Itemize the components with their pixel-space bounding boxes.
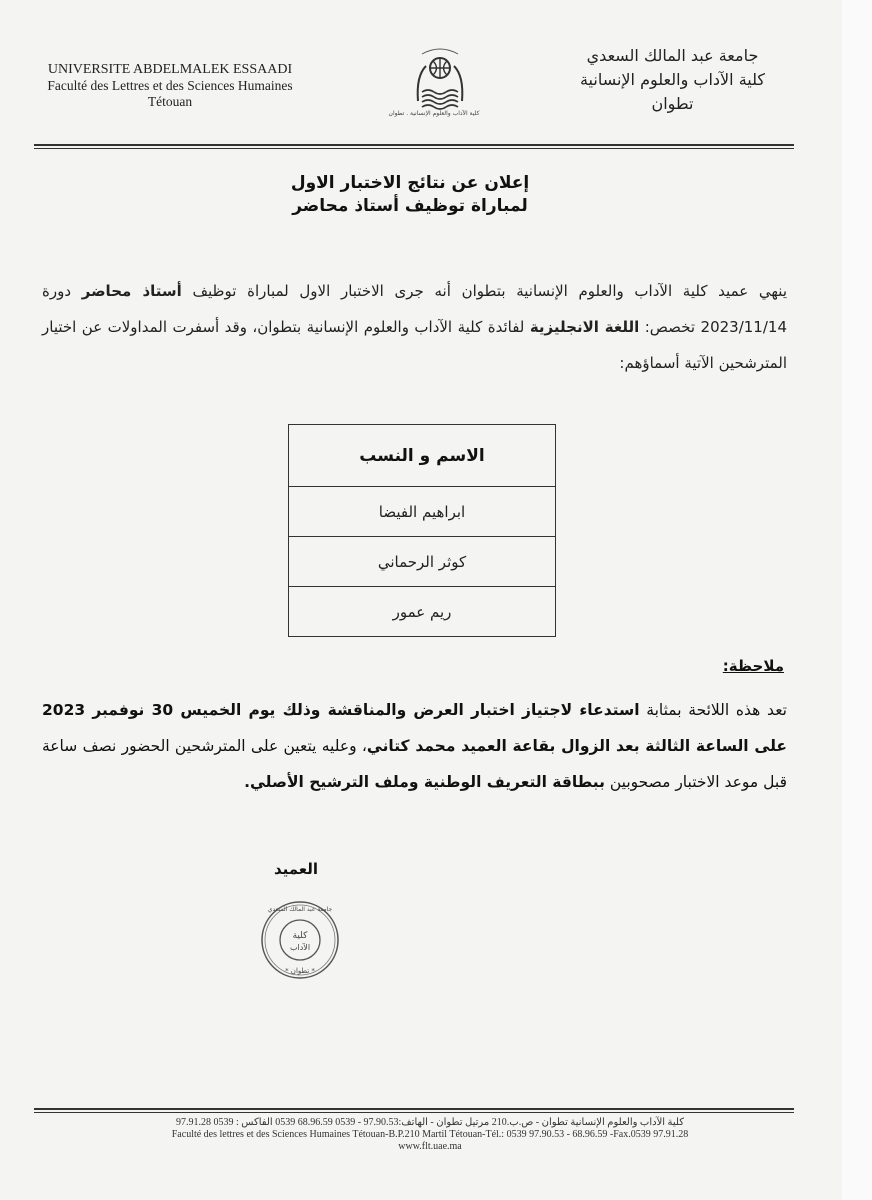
faculty-name-ar: كلية الآداب والعلوم الإنسانية — [579, 70, 766, 89]
title-line-2: لمباراة توظيف أستاذ محاضر — [292, 196, 528, 216]
faculty-logo-icon — [400, 46, 480, 116]
candidate-name: ابراهيم الفيضا — [289, 487, 556, 537]
note-paragraph — [42, 692, 787, 800]
intro-position: أستاذ محاضر — [81, 282, 182, 300]
svg-text:جامعة عبد المالك السعدي: جامعة عبد المالك السعدي — [267, 906, 333, 913]
note-label: ملاحظة: — [722, 657, 784, 675]
svg-text:* تطوان *: * تطوان * — [285, 967, 315, 975]
header-french — [30, 62, 310, 110]
university-name-fr: UNIVERSITE ABDELMALEK ESSAADI — [47, 62, 293, 77]
dean-signature-title: العميد — [273, 860, 319, 878]
table-row — [289, 537, 556, 587]
candidate-name: كوثر الرحماني — [289, 537, 556, 587]
faculty-name-fr: Faculté des Lettres et des Sciences Humaines — [47, 78, 293, 93]
candidates-table — [288, 424, 556, 637]
intro-text-1: ينهي عميد كلية الآداب والعلوم الإنسانية بتطوان أنه جرى الاختبار الاول لمباراة توظيف — [192, 282, 788, 300]
svg-text:الآداب: الآداب — [289, 943, 311, 952]
announcement-title — [200, 172, 620, 218]
university-name-ar: جامعة عبد المالك السعدي — [586, 46, 759, 65]
scan-margin — [842, 0, 872, 1200]
footer-website[interactable]: www.flt.uae.ma — [398, 1141, 462, 1152]
title-line-1: إعلان عن نتائج الاختبار الاول — [290, 173, 530, 193]
intro-paragraph — [42, 273, 787, 381]
logo-caption: كلية الآداب والعلوم الإنسانية . تطوان — [388, 110, 480, 117]
official-stamp-icon — [250, 895, 350, 985]
table-header-name: الاسم و النسب — [289, 425, 556, 487]
footer-address-fr: Faculté des lettres et des Sciences Humaines Tétouan-B.P.210 Martil Tétouan-Tél.: 0539 97.90.53 - 68.96.59 -Fax.0539 97.91.28 — [171, 1129, 689, 1140]
footer-address-ar: كلية الآداب والعلوم الإنسانية تطوان - ص.ب.210 مرتيل تطوان - الهاتف:97.90.53 - 0539 68.96.59 0539 الفاكس : 0539 97.91.28 — [175, 1117, 685, 1128]
note-bold-1: استدعاء لاجتياز اختبار العرض والمناقشة وذلك يوم الخميس 30 نوفمبر 2023 على الساعة الثالثة بعد الزوال بقاعة العميد محمد كتاني — [42, 701, 787, 755]
city-ar: تطوان — [651, 94, 694, 113]
table-row — [289, 487, 556, 537]
city-fr: Tétouan — [147, 94, 193, 109]
svg-text:كلية: كلية — [292, 931, 308, 941]
intro-specialty: اللغة الانجليزية — [529, 318, 640, 336]
intro-text-3: لفائدة كلية الآداب والعلوم الإنسانية بتطوان، وقد أسفرت المداولات عن اختيار المترشحين الآتية أسماؤهم: — [42, 318, 787, 372]
note-text-2: ، وعليه يتعين على المترشحين الحضور نصف ساعة قبل موعد الاختبار مصحوبين — [42, 737, 787, 791]
header-divider — [34, 144, 794, 149]
note-text-1: تعد هذه اللائحة بمثابة — [639, 701, 787, 719]
intro-text-2: دورة 2023/11/14 تخصص: — [42, 282, 787, 336]
candidate-name: ريم عمور — [289, 587, 556, 637]
table-row — [289, 587, 556, 637]
note-bold-2: ببطاقة التعريف الوطنية وملف الترشيح الأصلي. — [244, 773, 605, 791]
header-arabic — [560, 44, 785, 116]
footer-divider — [34, 1108, 794, 1113]
footer — [100, 1117, 760, 1153]
